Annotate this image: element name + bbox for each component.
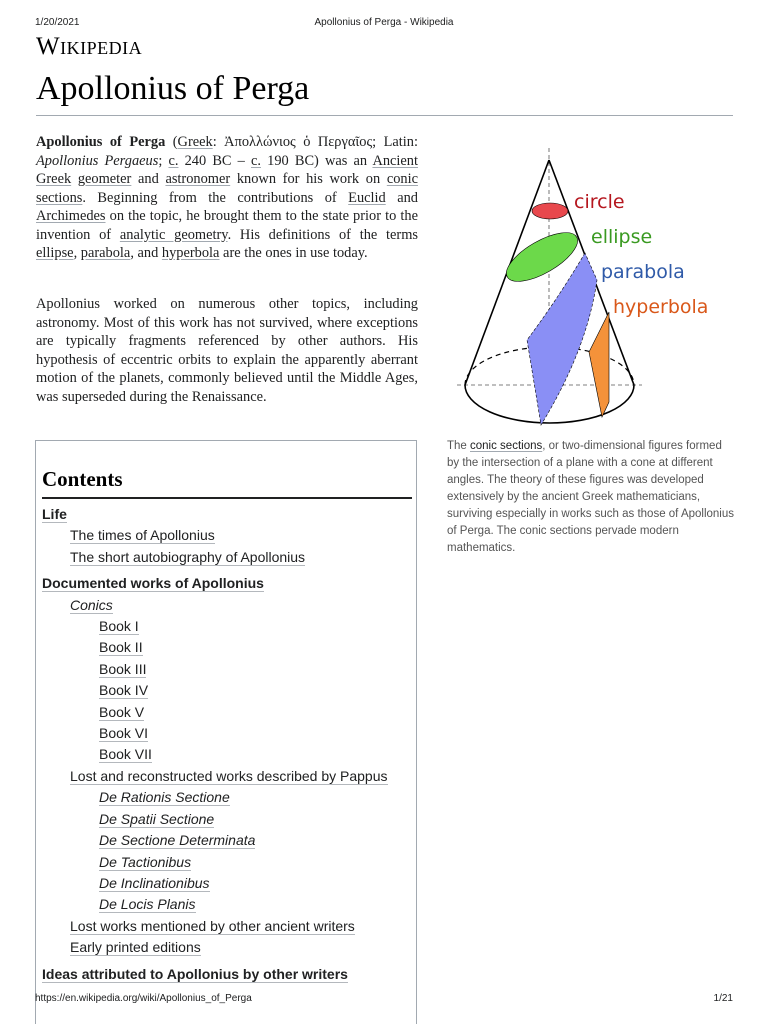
toc-title: Contents [42, 467, 123, 491]
lead-link-parabola[interactable]: parabola [80, 245, 131, 261]
toc-item-conics[interactable] [42, 595, 412, 616]
toc-item-label: Lost works mentioned by other ancient writers [70, 917, 355, 934]
label-hyperbola: hyperbola [613, 296, 709, 318]
lead-text: and [131, 171, 166, 187]
wikipedia-wordmark[interactable]: Wikipedia [36, 33, 143, 60]
toc-item-life[interactable] [42, 504, 412, 525]
lead-text: . Beginning from the contributions of [82, 189, 349, 206]
lead-italic-text: Apollonius Pergaeus [36, 152, 159, 169]
lead-text [71, 171, 78, 187]
toc-item-book-vii[interactable] [42, 744, 412, 765]
toc-item-label: De Sectione Determinata [99, 832, 256, 849]
lead-link-astronomer[interactable]: astronomer [165, 171, 231, 187]
lead-text: are the ones in use today. [219, 245, 368, 261]
figure-caption [447, 438, 737, 557]
print-footer [35, 993, 733, 1007]
lead-text: . His definitions of the terms [227, 226, 419, 243]
toc-item-label: Life [42, 506, 67, 522]
lead-text: and [385, 189, 418, 206]
lead-link-geometer[interactable]: geometer [77, 171, 132, 187]
lead-text: ( [165, 134, 178, 150]
toc-item-label: De Tactionibus [99, 853, 192, 870]
title-divider [36, 115, 733, 116]
conic-sections-figure[interactable] [437, 140, 737, 435]
label-parabola: parabola [601, 261, 685, 283]
toc-item-label: De Rationis Sectione [99, 789, 230, 806]
label-ellipse: ellipse [591, 226, 653, 248]
toc-item-label: Ideas attributed to Apollonius by other writers [42, 965, 348, 982]
conic-sections-diagram [437, 140, 737, 435]
toc-item-label: Book V [99, 703, 145, 720]
toc-item-book-vi[interactable] [42, 723, 412, 744]
lead-text: , and [130, 245, 162, 261]
toc-item-lost-works-mentioned-by-other-ancient-writers[interactable] [42, 916, 412, 937]
lead-link-analytic-geometry[interactable]: analytic geometry [119, 226, 228, 243]
toc-item-de-tactionibus[interactable] [42, 852, 412, 873]
lead-text: on the topic, he brought them to the state prior to the invention of [36, 208, 418, 243]
lead-link-ellipse[interactable]: ellipse [36, 245, 74, 261]
toc-item-book-v[interactable] [42, 702, 412, 723]
toc-list [42, 504, 412, 985]
toc-item-book-iv[interactable] [42, 680, 412, 701]
toc-item-label: Book III [99, 660, 147, 677]
table-of-contents [35, 440, 417, 1024]
caption-link-conic-sections[interactable]: conic sections [470, 440, 543, 452]
toc-item-de-sectione-determinata[interactable] [42, 830, 412, 851]
lead-link-archimedes[interactable]: Archimedes [36, 208, 106, 224]
toc-item-documented-works-of-apollonius[interactable] [42, 573, 412, 594]
toc-divider [42, 497, 412, 499]
toc-item-de-locis-planis[interactable] [42, 894, 412, 915]
circle-section [532, 203, 568, 219]
print-date: 1/20/2021 [35, 17, 80, 28]
toc-item-label: The times of Apollonius [70, 527, 215, 544]
toc-item-label: De Spatii Sectione [99, 810, 215, 827]
toc-item-label: The short autobiography of Apollonius [70, 548, 306, 565]
caption-text-rest: , or two-dimensional figures formed by the intersection of a plane with a cone at different angles. The theory of these figures was developed extensively by the ancient Greek mathematicians, surviving especially in works such as those of Apollonius of Perga. The conic sections pervade modern mathematics. [447, 440, 735, 554]
lead-bold-subject: Apollonius of Perga [36, 134, 166, 150]
toc-item-label: Documented works of Apollonius [42, 575, 264, 592]
lead-text: : Ἀπολλώνιος ὁ Περγαῖος; Latin: [212, 134, 418, 150]
toc-item-the-short-autobiography-of-apollonius[interactable] [42, 547, 412, 568]
toc-item-label: Book I [99, 618, 139, 635]
lead-link-greek[interactable]: Greek [177, 134, 213, 150]
toc-item-de-rationis-sectione[interactable] [42, 787, 412, 808]
toc-item-de-spatii-sectione[interactable] [42, 809, 412, 830]
toc-item-label: Early printed editions [70, 939, 201, 956]
parabola-section [527, 253, 597, 425]
label-circle: circle [574, 191, 625, 213]
toc-item-book-i[interactable] [42, 616, 412, 637]
toc-item-lost-and-reconstructed-works-described-by-pappus[interactable] [42, 766, 412, 787]
toc-item-label: Lost and reconstructed works described by Pappus [70, 767, 388, 784]
toc-item-book-ii[interactable] [42, 637, 412, 658]
lead-link-c-[interactable]: c. [168, 152, 179, 169]
toc-item-ideas-attributed-to-apollonius-by-other-writers[interactable] [42, 964, 412, 985]
print-page-number: 1/21 [713, 993, 733, 1004]
article-title: Apollonius of Perga [36, 70, 310, 107]
lead-text: ; [158, 152, 169, 169]
print-header [35, 17, 733, 31]
toc-item-label: Book II [99, 639, 143, 656]
toc-item-label: Book IV [99, 682, 149, 699]
toc-item-label: Book VI [99, 725, 149, 742]
caption-text-start: The [447, 440, 471, 452]
lead-link-ancient-greek[interactable]: Ancient Greek [36, 152, 418, 187]
lead-link-euclid[interactable]: Euclid [348, 189, 386, 206]
hyperbola-section [589, 312, 609, 417]
lead-text: 190 BC) was an [261, 152, 373, 169]
lead-paragraph-2: Apollonius worked on numerous other topics, including astronomy. Most of this work has not survived, where exceptions are typically fragments referenced by other authors. His hypothesis of eccentric orbits to explain the apparently aberrant motion of the planets, commonly believed until the Middle Ages, was superseded during the Renaissance. [36, 296, 418, 405]
print-page-title: Apollonius of Perga - Wikipedia [314, 17, 454, 28]
lead-paragraph-1 [36, 133, 418, 263]
toc-item-the-times-of-apollonius[interactable] [42, 525, 412, 546]
toc-item-early-printed-editions[interactable] [42, 937, 412, 958]
toc-item-label: De Locis Planis [99, 896, 196, 913]
toc-item-de-inclinationibus[interactable] [42, 873, 412, 894]
lead-text: 240 BC – [178, 152, 251, 169]
toc-item-label: Conics [70, 596, 113, 613]
lead-link-hyperbola[interactable]: hyperbola [161, 245, 220, 261]
lead-link-c-[interactable]: c. [251, 152, 261, 169]
lead-text: known for his work on [230, 171, 387, 187]
toc-item-book-iii[interactable] [42, 659, 412, 680]
lead-text: , [73, 245, 81, 261]
toc-item-label: Book VII [99, 746, 152, 763]
lead-link-conic-sections[interactable]: conic sections [36, 171, 418, 206]
print-url: https://en.wikipedia.org/wiki/Apollonius_of_Perga [35, 993, 252, 1004]
toc-item-label: De Inclinationibus [99, 874, 210, 891]
